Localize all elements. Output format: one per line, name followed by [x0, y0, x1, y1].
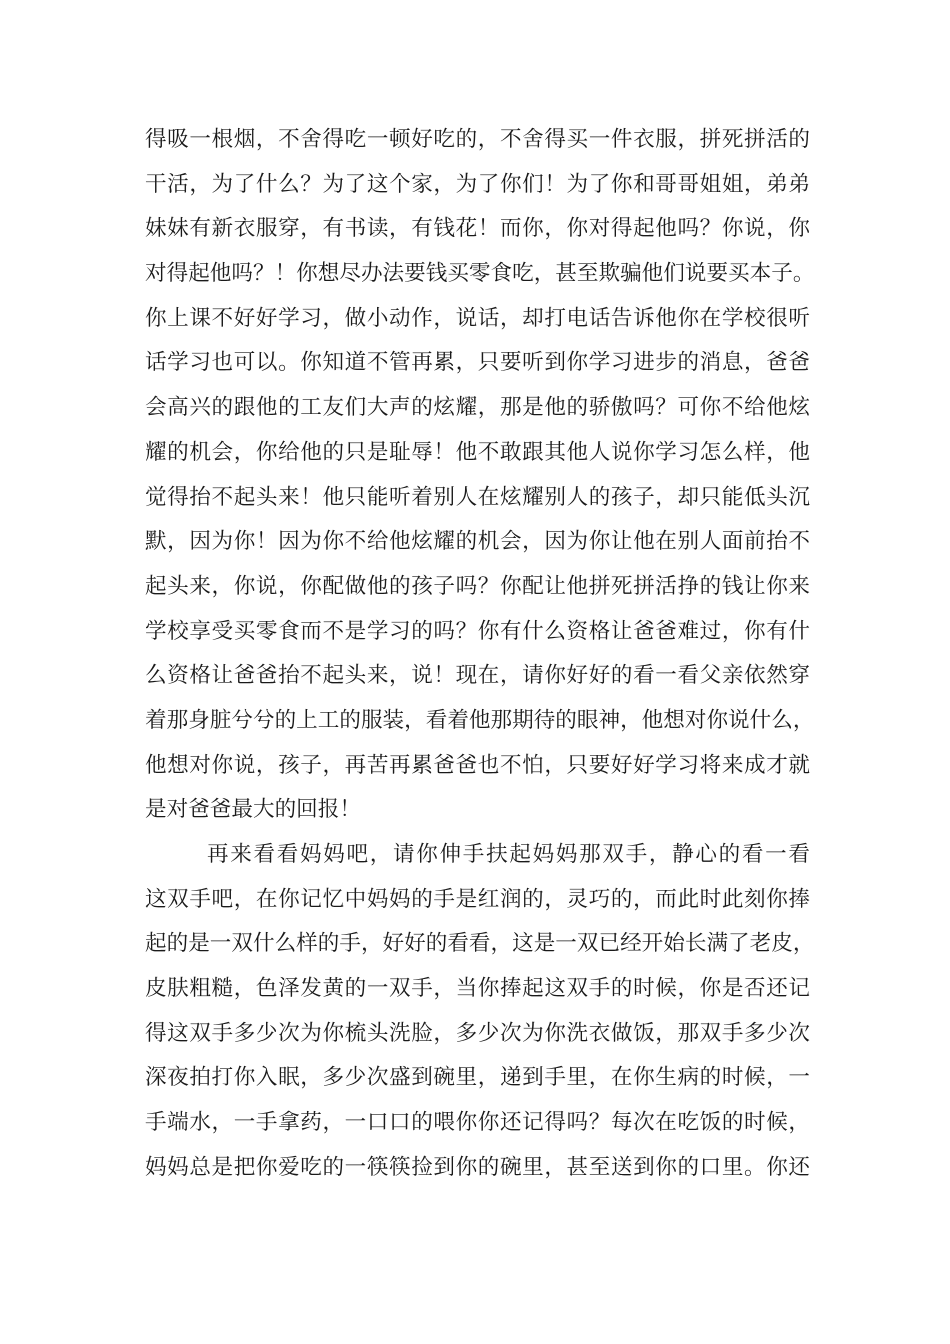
text-line: 起头来，你说，你配做他的孩子吗？你配让他拼死拼活挣的钱让你来: [145, 573, 810, 599]
text-line: 得吸一根烟，不舍得吃一顿好吃的，不舍得买一件衣服，拼死拼活的: [145, 127, 810, 152]
text-line: 默，因为你！因为你不给他炫耀的机会，因为你让他在别人面前抬不: [145, 529, 810, 555]
text-line: 学校享受买零食而不是学习的吗？你有什么资格让爸爸难过，你有什: [145, 618, 810, 644]
paragraph-father: [145, 118, 815, 833]
text-line: 皮肤粗糙，色泽发黄的一双手，当你捧起这双手的时候，你是否还记: [145, 976, 810, 1002]
text-line: 觉得抬不起头来！他只能听着别人在炫耀别人的孩子，却只能低头沉: [145, 484, 810, 510]
text-line: 耀的机会，你给他的只是耻辱！他不敢跟其他人说你学习怎么样，他: [145, 439, 810, 465]
text-line: 手端水，一手拿药，一口口的喂你你还记得吗？每次在吃饭的时候，: [145, 1110, 810, 1136]
text-line: 对得起他吗？！你想尽办法要钱买零食吃，甚至欺骗他们说要买本子。: [145, 261, 815, 287]
text-line: 你上课不好好学习，做小动作，说话，却打电话告诉他你在学校很听: [145, 305, 810, 331]
text-line: 这双手吧，在你记忆中妈妈的手是红润的，灵巧的，而此时此刻你捧: [145, 886, 810, 912]
text-line: 妹妹有新衣服穿，有书读，有钱花！而你，你对得起他吗？你说，你: [145, 216, 810, 242]
text-line: 么资格让爸爸抬不起头来，说！现在，请你好好的看一看父亲依然穿: [145, 663, 810, 689]
text-line: 干活，为了什么？为了这个家，为了你们！为了你和哥哥姐姐，弟弟: [145, 171, 810, 197]
text-line: 再来看看妈妈吧，请你伸手扶起妈妈那双手，静心的看一看: [207, 842, 810, 867]
text-line: 妈妈总是把你爱吃的一筷筷捡到你的碗里，甚至送到你的口里。你还: [145, 1154, 810, 1180]
text-line: 是对爸爸最大的回报！: [145, 797, 361, 823]
body-text: [145, 118, 815, 1191]
text-line: 得这双手多少次为你梳头洗脸，多少次为你洗衣做饭，那双手多少次: [145, 1020, 810, 1046]
paragraph-mother: [145, 833, 815, 1191]
text-line: 起的是一双什么样的手，好好的看看，这是一双已经开始长满了老皮，: [145, 931, 815, 957]
text-line: 他想对你说，孩子，再苦再累爸爸也不怕，只要好好学习将来成才就: [145, 752, 810, 778]
text-line: 深夜拍打你入眠，多少次盛到碗里，递到手里，在你生病的时候，一: [145, 1065, 810, 1091]
text-line: 着那身脏兮兮的上工的服装，看着他那期待的眼神，他想对你说什么，: [145, 707, 815, 733]
text-line: 会高兴的跟他的工友们大声的炫耀，那是他的骄傲吗？可你不给他炫: [145, 395, 810, 421]
text-line: 话学习也可以。你知道不管再累，只要听到你学习进步的消息，爸爸: [145, 350, 810, 376]
